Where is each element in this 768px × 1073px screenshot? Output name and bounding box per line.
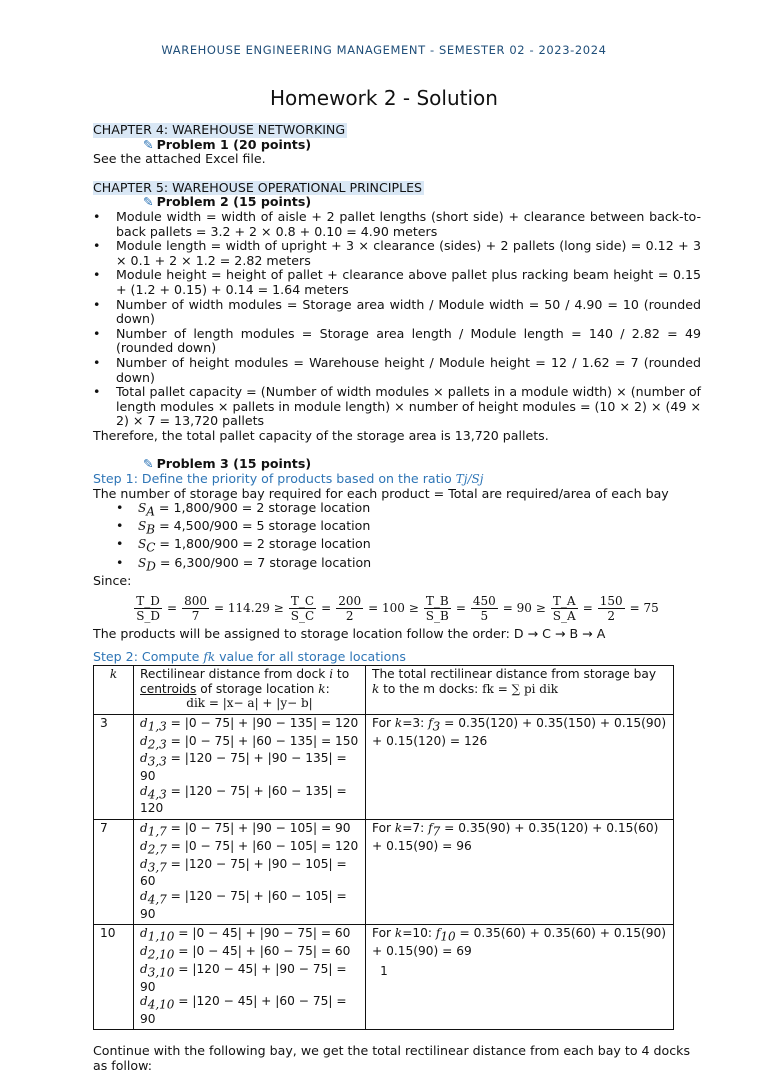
d-label: d — [140, 733, 148, 748]
f-sub: 3 — [432, 719, 441, 734]
header-k-text: k — [109, 667, 118, 682]
row-k: 10 — [94, 925, 134, 1030]
item-text: = 1,800/900 = 2 storage location — [154, 500, 371, 516]
subscript: B — [146, 522, 156, 537]
spacer — [93, 167, 701, 181]
value: = 90 ≥ — [502, 601, 546, 616]
fraction — [134, 594, 162, 623]
page-title: Homework 2 - Solution — [270, 86, 498, 110]
d-sub: 2,10 — [147, 947, 175, 962]
list-item: • Module width = width of aisle + 2 pallet lengths (short side) + clearance between back-to-back pallets = 3.2 + 2 × 0.8 + 0.10 = 4.90 meters — [93, 210, 701, 239]
spacer — [93, 443, 701, 457]
numerator: T_D — [136, 594, 160, 609]
f-label: f — [435, 926, 441, 941]
numerator: T_B — [425, 594, 449, 609]
d-text: = |0 − 45| + |60 − 75| = 60 — [174, 943, 351, 958]
var: S — [138, 537, 147, 552]
header-var: k — [318, 681, 326, 696]
denominator: S_A — [552, 609, 576, 624]
pen-icon: ✎ — [143, 194, 154, 210]
step-2-heading — [93, 650, 701, 665]
d-text: = |0 − 75| + |60 − 135| = 150 — [166, 733, 359, 748]
d-sub: 1,7 — [147, 824, 167, 839]
denominator: 2 — [345, 609, 354, 624]
var: S — [138, 555, 147, 570]
row-k: 3 — [94, 714, 134, 819]
step-2-rest: value for all storage locations — [215, 648, 406, 664]
d-sub: 3,7 — [147, 860, 167, 874]
d-label: d — [140, 961, 148, 976]
distance-line — [140, 734, 359, 752]
ratio-equation — [93, 594, 701, 623]
d-text: = |120 − 45| + |90 − 75| = 90 — [140, 961, 347, 994]
problem-3-label: Problem 3 (15 points) — [156, 456, 312, 472]
chapter-4-heading — [93, 123, 701, 138]
d-sub: 4,7 — [147, 892, 167, 907]
f-label: f — [428, 715, 433, 730]
d-text: = |0 − 45| + |90 − 75| = 60 — [174, 926, 351, 941]
header-text: of storage location — [196, 681, 319, 696]
d-label: d — [140, 820, 148, 835]
d-text: = |0 − 75| + |60 − 105| = 120 — [166, 838, 359, 853]
d-text: = |0 − 75| + |90 − 135| = 120 — [166, 715, 359, 730]
fraction — [182, 594, 209, 623]
d-label: d — [140, 715, 148, 730]
numerator: 800 — [184, 594, 207, 609]
problem-2-list — [93, 210, 701, 429]
d-label: d — [140, 994, 148, 1008]
header-text: to — [333, 667, 350, 682]
header-total — [366, 666, 674, 714]
d-sub: 2,3 — [147, 736, 167, 751]
row-total — [366, 714, 674, 819]
continue-text: Continue with the following bay, we get the total rectilinear distance from each bay to 4 docks as follow: — [93, 1043, 691, 1073]
denominator: 7 — [191, 609, 200, 624]
d-label: d — [140, 926, 148, 941]
list-item: • Number of width modules = Storage area width / Module width = 50 / 4.90 = 10 (rounded down) — [93, 298, 701, 327]
document-body — [93, 123, 701, 1073]
d-sub: 4,3 — [147, 787, 167, 802]
problem-1-text: See the attached Excel file. — [93, 151, 266, 167]
f-text: =7: — [402, 820, 429, 835]
table-header-row — [94, 666, 674, 714]
f-var: k — [394, 820, 403, 835]
f-value: = 0.35(120) + 0.35(150) + 0.15(90) + 0.15(120) = 126 — [372, 715, 667, 748]
fraction — [424, 594, 451, 623]
step-1-intro: The number of storage bay required for each product = Total are required/area of each bay — [93, 485, 669, 501]
subscript: D — [146, 559, 156, 574]
d-label: d — [140, 838, 148, 853]
chapter-4-highlight: CHAPTER 4: WAREHOUSE NETWORKING — [93, 122, 346, 137]
distance-line — [140, 716, 359, 734]
value: = 100 ≥ — [368, 601, 419, 616]
d-sub: 3,3 — [147, 754, 167, 769]
problem-1-title — [143, 138, 701, 153]
pen-icon: ✎ — [143, 456, 154, 472]
page-header: WAREHOUSE ENGINEERING MANAGEMENT - SEMESTER 02 - 2023-2024 — [161, 43, 607, 57]
d-text: = |120 − 75| + |90 − 135| = 90 — [140, 751, 347, 784]
numerator: 150 — [599, 594, 623, 609]
distance-line — [140, 784, 359, 816]
list-item: • Number of height modules = Warehouse height / Module height = 12 / 1.62 = 7 (rounded down) — [93, 356, 701, 385]
distance-formula: dik = |x− a| + |y− b| — [186, 696, 313, 711]
step-2-text: Step 2: Compute — [93, 648, 204, 664]
f-value: = 0.35(90) + 0.35(120) + 0.15(60) + 0.15(90) = 96 — [372, 820, 659, 853]
equals: = — [582, 601, 593, 616]
chapter-5-heading — [93, 181, 701, 196]
var: S — [138, 519, 147, 534]
row-distances — [134, 714, 366, 819]
denominator: S_D — [136, 609, 161, 624]
row-distances — [134, 819, 366, 924]
header-var: k — [372, 681, 380, 696]
list-item — [93, 501, 701, 519]
fraction — [598, 594, 625, 623]
header-text: The total rectilinear distance from storage bay — [372, 667, 657, 682]
header-text: centroids — [140, 681, 197, 696]
d-label: d — [140, 783, 148, 798]
fraction — [336, 594, 363, 623]
equals: = — [455, 601, 466, 616]
since-label: Since: — [93, 572, 132, 588]
distance-line — [140, 821, 359, 839]
distance-line — [140, 994, 359, 1026]
row-k: 7 — [94, 819, 134, 924]
d-text: = |120 − 75| + |60 − 135| = 120 — [140, 783, 347, 816]
f-text: For — [372, 715, 395, 730]
d-label: d — [140, 943, 148, 958]
storage-location-list — [93, 501, 701, 573]
header-distance — [134, 666, 366, 714]
distance-line — [140, 889, 359, 921]
equals: = — [321, 601, 332, 616]
value: = 75 — [629, 601, 659, 616]
distance-line — [140, 857, 359, 889]
subscript: A — [146, 504, 155, 519]
distance-line — [140, 944, 359, 962]
f-sub: 10 — [440, 929, 456, 944]
f-var: k — [394, 926, 403, 941]
f-sub: 7 — [432, 824, 441, 839]
d-text: = |0 − 75| + |90 − 105| = 90 — [166, 820, 351, 835]
row-total — [366, 819, 674, 924]
fk-math: fk — [203, 649, 216, 664]
problem-2-label: Problem 2 (15 points) — [156, 194, 312, 210]
numerator: 200 — [338, 594, 362, 609]
step-1-heading — [93, 472, 701, 487]
page-number: 1 — [380, 964, 388, 978]
f-value: = 0.35(60) + 0.35(60) + 0.15(90) + 0.15(90) = 69 — [372, 926, 666, 958]
fraction — [289, 594, 316, 623]
d-sub: 1,10 — [147, 929, 175, 944]
ratio-math: Tj/Sj — [455, 472, 484, 487]
chapter-5-highlight: CHAPTER 5: WAREHOUSE OPERATIONAL PRINCIPLES — [93, 179, 423, 195]
numerator: T_C — [290, 594, 315, 609]
d-text: = |120 − 75| + |60 − 105| = 90 — [140, 888, 347, 921]
denominator: 5 — [480, 609, 489, 624]
problem-2-title — [143, 195, 701, 210]
equals: = — [167, 601, 178, 616]
d-sub: 1,3 — [147, 719, 167, 734]
total-formula: fk = ∑ pi dik — [482, 681, 559, 696]
problem-2-conclusion: Therefore, the total pallet capacity of the storage area is 13,720 pallets. — [93, 427, 549, 443]
assignment-order: The products will be assigned to storage location follow the order: D → C → B → A — [93, 626, 606, 642]
list-item: • Module length = width of upright + 3 × clearance (sides) + 2 pallets (long side) = 0.12 + 3 × 0.1 + 2 × 1.2 = 2.82 meters — [93, 239, 701, 268]
table-row — [94, 714, 674, 819]
list-item — [93, 519, 701, 537]
problem-3-title — [143, 457, 701, 472]
value: = 114.29 ≥ — [214, 601, 284, 616]
distance-line — [140, 926, 359, 944]
f-text: For — [372, 820, 395, 835]
d-label: d — [140, 751, 148, 766]
d-label: d — [140, 856, 148, 871]
denominator: S_C — [290, 609, 315, 624]
item-text: = 1,800/900 = 2 storage location — [155, 536, 371, 552]
list-item: • Number of length modules = Storage area length / Module length = 140 / 2.82 = 49 (rounded down) — [93, 327, 701, 356]
pen-icon: ✎ — [143, 136, 154, 152]
list-item: • Module height = height of pallet + clearance above pallet plus racking beam height = 0.15 + (1.2 + 0.15) + 0.14 = 1.64 meters — [93, 268, 701, 297]
numerator: T_A — [552, 594, 576, 609]
header-k — [94, 666, 134, 714]
item-text: = 4,500/900 = 5 storage location — [155, 518, 371, 534]
d-sub: 3,10 — [147, 965, 175, 980]
fraction — [551, 594, 578, 623]
f-text: For — [372, 926, 395, 941]
header-text: : — [325, 681, 330, 696]
subscript: C — [146, 540, 156, 555]
distance-line — [140, 839, 359, 857]
problem-1-label: Problem 1 (20 points) — [156, 136, 312, 152]
d-sub: 4,10 — [147, 997, 175, 1012]
d-label: d — [140, 888, 148, 903]
fraction — [471, 594, 498, 623]
denominator: S_B — [425, 609, 449, 624]
d-text: = |120 − 75| + |90 − 105| = 60 — [140, 856, 347, 889]
var: S — [138, 501, 147, 516]
d-sub: 2,7 — [147, 842, 167, 857]
d-text: = |120 − 45| + |60 − 75| = 90 — [140, 994, 347, 1026]
list-item — [93, 537, 701, 555]
list-item: • Total pallet capacity = (Number of width modules × pallets in a module width) × (number of length modules × pallets in module length) × number of height modules = (10 × 2) × (49 × 2) × 7 = 13,720 pallets — [93, 385, 701, 429]
f-text: =10: — [402, 926, 436, 941]
header-text: Rectilinear distance from dock — [140, 667, 330, 682]
table-row — [94, 819, 674, 924]
distance-line — [140, 751, 359, 783]
f-text: =3: — [402, 715, 429, 730]
denominator: 2 — [607, 609, 616, 624]
numerator: 450 — [472, 594, 496, 609]
step-1-text: Step 1: Define the priority of products based on the ratio — [93, 471, 456, 487]
f-label: f — [428, 820, 433, 835]
item-text: = 6,300/900 = 7 storage location — [155, 554, 372, 570]
header-text: to the m docks: — [379, 681, 483, 696]
list-item — [93, 556, 701, 574]
header-var: i — [329, 667, 334, 682]
spacer — [93, 1030, 701, 1044]
f-var: k — [394, 715, 403, 730]
